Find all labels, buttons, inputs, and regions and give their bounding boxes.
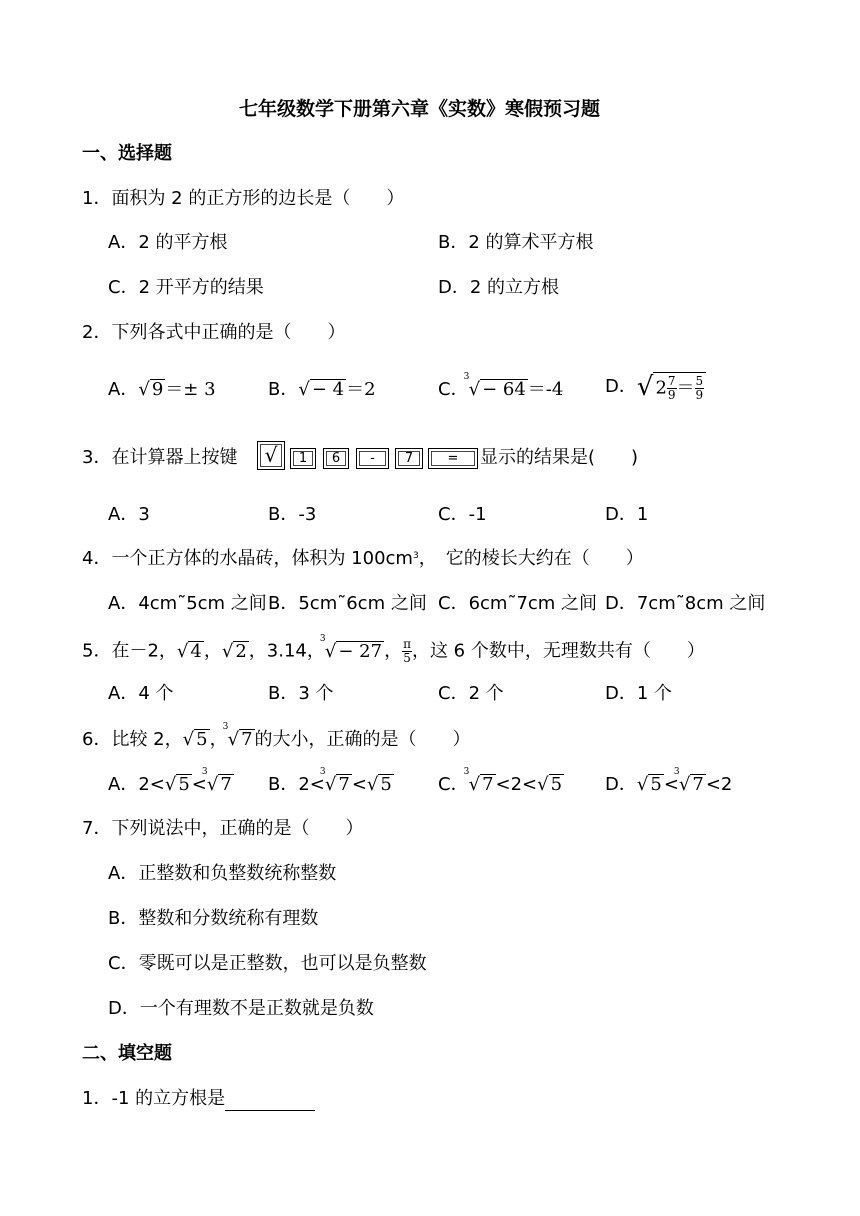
q3-stem-prefix: 3．在计算器上按键 — [82, 447, 238, 468]
q7-option-b: B．整数和分数统称有理数 — [108, 908, 319, 929]
q7-option-a: A．正整数和负整数统称整数 — [108, 863, 337, 884]
q2-option-a: A．√ 9 ＝± 3 — [108, 379, 216, 400]
q5-option-b: B．3 个 — [268, 683, 334, 704]
q7-option-c: C．零既可以是正整数，也可以是负整数 — [108, 953, 427, 974]
section-heading-choice: 一、选择题 — [82, 143, 172, 164]
q1-option-d: D．2 的立方根 — [438, 277, 560, 298]
q2-stem: 2．下列各式中正确的是（ ） — [82, 322, 346, 343]
q4-option-c: C．6cm˜7cm 之间 — [438, 593, 598, 614]
q6-option-a: A．2<√ 5 < 3 √ 7 — [108, 767, 232, 795]
fill-q1: 1．-1 的立方根是 — [82, 1087, 315, 1111]
q4-option-b: B．5cm˜6cm 之间 — [268, 593, 427, 614]
calculator-key-1: 1 — [290, 448, 316, 469]
q7-stem: 7．下列说法中，正确的是（ ） — [82, 818, 364, 839]
calculator-key-minus: - — [356, 448, 389, 469]
q6-option-c: C． 3 √ 7 <2<√ 5 — [438, 767, 563, 795]
q1-option-b: B．2 的算术平方根 — [438, 232, 594, 253]
q1-option-c: C．2 开平方的结果 — [108, 277, 264, 298]
q5-option-a: A．4 个 — [108, 683, 174, 704]
answer-blank[interactable] — [225, 1092, 315, 1111]
q6-option-b: B．2< 3 √ 7 <√ 5 — [268, 767, 392, 795]
q1-option-a: A．2 的平方根 — [108, 232, 228, 253]
q1-stem: 1．面积为 2 的正方形的边长是（ ） — [82, 188, 405, 209]
q7-option-d: D．一个有理数不是正数就是负数 — [108, 998, 374, 1019]
q4-stem: 4．一个正方体的水晶砖，体积为 $100cm^3$， 它的棱长大约在（ ） — [82, 548, 644, 569]
q2-option-d: D．√ 2 $\frac{7}{9}$ ＝ $\frac{5}{9}$ — [605, 372, 706, 402]
q6-stem: 6．比较 2，√ 5 ， 3 √ 7 的大小，正确的是（ ） — [82, 722, 471, 750]
q2-option-c: C． 3 √ − 64 ＝-4 — [438, 372, 564, 400]
q4-option-a: A．4cm˜5cm 之间 — [108, 593, 267, 614]
sqrt-key-icon: √ — [257, 441, 285, 470]
q5-stem: 5．在－2，√ 4 ，√ 2 ，3.14， 3 √ − 27 ， $\frac{\pi}{5}$ ，这 6 个数中，无理数共有（ ） — [82, 633, 705, 665]
q5-option-c: C．2 个 — [438, 683, 504, 704]
calculator-key-equals: = — [428, 448, 478, 469]
calculator-key-7: 7 — [395, 448, 423, 469]
section-heading-fill: 二、填空题 — [82, 1043, 172, 1064]
q6-option-d: D．√ 5 < 3 √ 7 <2 — [605, 767, 733, 795]
q5-option-d: D．1 个 — [605, 683, 673, 704]
q3-option-a: A．3 — [108, 504, 150, 525]
q4-option-d: D．7cm˜8cm 之间 — [605, 593, 766, 614]
q3-option-b: B．-3 — [268, 504, 317, 525]
q3-option-c: C．-1 — [438, 504, 487, 525]
page-title: 七年级数学下册第六章《实数》寒假预习题 — [239, 98, 601, 120]
q3-option-d: D．1 — [605, 504, 649, 525]
q3-stem-suffix: 显示的结果是( ) — [480, 447, 639, 468]
calculator-key-6: 6 — [323, 448, 349, 469]
q2-option-b: B．√ − 4 ＝2 — [268, 379, 376, 400]
